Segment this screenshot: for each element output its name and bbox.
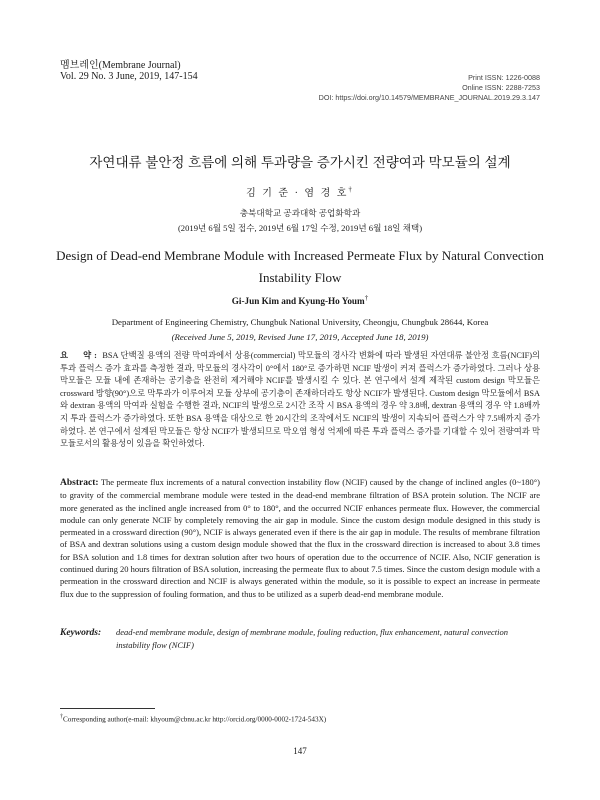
english-abstract-label: Abstract: (60, 478, 99, 488)
english-author-mark: † (364, 294, 369, 302)
korean-author-names: 김 기 준 · 염 경 호 (246, 188, 349, 199)
korean-abstract (60, 350, 540, 451)
english-abstract (60, 476, 540, 600)
english-title: Design of Dead-end Membrane Module with Increased Permeate Flux by Natural Convection Instability Flow (56, 248, 544, 285)
english-authors (0, 294, 600, 306)
keywords (60, 626, 540, 651)
journal-name: 멤브레인(Membrane Journal) (60, 60, 181, 71)
keywords-label: Keywords: (60, 628, 102, 638)
page-number: 147 (293, 746, 307, 756)
korean-abstract-text: BSA 단백질 용액의 전량 막여과에서 상용(commercial) 막모듈의 경사각 변화에 따라 발생된 자연대류 불안정 흐름(NCIF)의 투과 플럭스 증가 효과를 측정한 결과, 막모듈의 경사각이 0°에서 180°로 증가하면 NCIF 발생이 커져 플럭스가 증가하였다. 그러나 상용 막모듈은 모듈 내에 존재하는 공기층을 완전히 제거해야 NCIF를 발생시킬 수 있다. 본 연구에서 설계 제작된 custom design 막모듈은 crossward 방향(90°)으로 막투과가 이루어져 모듈 상부에 공기층이 존재하더라도 항상 NCIF가 발생된다. Custom design 막모듈에서 BSA와 dextran 용액의 막여과 실험을 수행한 결과, NCIF의 발생으로 2시간 조작 시 BSA 용액의 경우 약 3.8배, dextran 용액의 경우 약 1.8배까지 투과 플럭스가 증가하였다. 또한 BSA 용액을 대상으로 한 20시간의 조작에서도 NCIF의 발생이 지속되어 플럭스가 약 7.5배까지 증가하였다. 본 연구에서 설계된 막모듈은 항상 NCIF가 발생되므로 막오염 형성 억제에 따른 투과 플럭스 증가를 기대할 수 있어 전량여과 막모듈로서의 활용성이 있음을 확인하였다. (60, 351, 541, 449)
korean-authors (0, 184, 600, 199)
online-issn: Online ISSN: 2288-7253 (462, 83, 540, 92)
english-abstract-text: The permeate flux increments of a natural convection instability flow (NCIF) caused by the change of inclined angles (0~180°) to gravity of the commercial membrane module were tested in the dead-end membrane filtration of BSA protein solution. The NCIF are more generated as the inclined angle increased from 0° to 180°, and the occurred NCIF enhances permeate flux. However, the commercial module can only generate NCIF by completely removing the air gap in module. Since the custom design module designed in this study is permeated in a crossward direction (90°), NCIF is always generated even if there is the air gap in module. The results of membrane filtration of BSA and dextran solutions using a custom design module showed that the flux in the crossward direction is increased to about 3.8 times for BSA solution and 1.8 times for dextran solution after two hours of operation due to the occurrence of NCIF. Also, NCIF generation is continued during 20 hours filtration of BSA solution, increasing the permeate flux to about 7.5 times. Since the custom design module with a permeation in the crossward direction and NCIF is always generated within the module, so it is possible to expect an increase in permeate flux due to the suppression of fouling formation, and thus to be utilized as a superb dead-end membrane module. (60, 477, 540, 599)
footnote (60, 714, 326, 723)
korean-dates: (2019년 6월 5일 접수, 2019년 6월 17일 수정, 2019년 6월 18일 채택) (177, 223, 423, 233)
english-dates: (Received June 5, 2019, Revised June 17, 2019, Accepted June 18, 2019) (171, 332, 429, 342)
keywords-text: dead-end membrane module, design of membrane module, fouling reduction, flux enhancement, natural convection instability flow (NCIF) (116, 627, 509, 650)
footnote-mark: † (60, 714, 63, 720)
print-issn: Print ISSN: 1226-0088 (468, 73, 540, 82)
footnote-rule (60, 708, 155, 709)
korean-title: 자연대류 불안정 흐름에 의해 투과량을 증가시킨 전량여과 막모듈의 설계 (89, 155, 511, 170)
volume-line: Vol. 29 No. 3 June, 2019, 147-154 (60, 71, 198, 82)
footnote-text: Corresponding author(e-mail: khyoum@cbnu.ac.kr http://orcid.org/0000-0002-1724-543X) (63, 715, 327, 724)
doi-link[interactable]: DOI: https://doi.org/10.14579/MEMBRANE_JOURNAL.2019.29.3.147 (318, 93, 540, 102)
english-author-names: Gi-Jun Kim and Kyung-Ho Youm (231, 296, 365, 307)
korean-author-mark: † (348, 185, 354, 194)
issn-block (319, 73, 540, 103)
korean-abstract-label: 요 약: (60, 351, 100, 360)
korean-affiliation: 충북대학교 공과대학 공업화학과 (239, 208, 361, 218)
english-affiliation: Department of Engineering Chemistry, Chungbuk National University, Cheongju, Chungbuk 28644, Korea (111, 317, 489, 327)
